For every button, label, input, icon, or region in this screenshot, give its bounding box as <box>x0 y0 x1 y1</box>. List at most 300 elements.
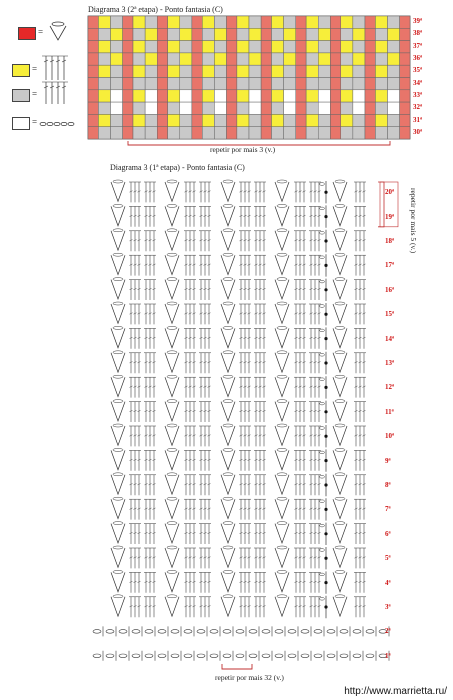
grid-cell <box>145 16 157 28</box>
grid-cell-red <box>261 28 271 40</box>
legend-equals: = <box>32 117 38 127</box>
chain-stitch-icon <box>249 654 257 658</box>
v-stitch-icon <box>275 524 289 543</box>
chain-arch-icon <box>113 448 123 451</box>
chain-arch-icon <box>277 278 287 281</box>
grid-cell <box>272 127 284 139</box>
grid-cell <box>306 127 318 139</box>
grid-cell <box>237 65 249 77</box>
grid-cell-red <box>226 16 236 28</box>
legend-chain-icon <box>47 122 53 125</box>
chain-stitch-icon <box>320 280 325 283</box>
chain-stitch-icon <box>132 630 140 634</box>
chain-arch-icon <box>277 253 287 256</box>
v-stitch-icon <box>333 597 347 616</box>
side-repeat-label: repetir por mais 5 (v.) <box>409 188 418 254</box>
grid-cell <box>180 65 192 77</box>
grid-cell <box>387 53 399 65</box>
chain-stitch-icon <box>145 654 153 658</box>
grid-cell <box>202 65 214 77</box>
v-stitch-icon <box>221 304 235 323</box>
slip-stitch-dot-icon <box>324 532 327 535</box>
grid-cell-red <box>157 127 167 139</box>
chain-arch-icon <box>335 229 345 232</box>
chain-arch-icon <box>113 424 123 427</box>
chain-stitch-icon <box>171 654 179 658</box>
grid-cell-red <box>365 90 375 102</box>
grid-cell-red <box>330 127 340 139</box>
grid-cell <box>98 90 110 102</box>
grid-cell <box>145 102 157 114</box>
top-row-number: 36ª <box>413 54 423 63</box>
grid-cell <box>249 41 261 53</box>
v-stitch-icon <box>333 402 347 421</box>
grid-cell <box>318 78 330 90</box>
watermark: http://www.marrietta.ru/ <box>344 686 447 697</box>
grid-cell <box>387 127 399 139</box>
grid-cell-red <box>365 114 375 126</box>
grid-cell <box>168 90 180 102</box>
chain-arch-icon <box>223 302 233 305</box>
grid-cell-red <box>88 90 98 102</box>
chain-arch-icon <box>277 522 287 525</box>
grid-cell <box>306 90 318 102</box>
chain-arch-icon <box>167 229 177 232</box>
grid-cell <box>284 65 296 77</box>
chain-stitch-icon <box>366 630 374 634</box>
top-row-number: 35ª <box>413 66 423 75</box>
grid-cell-red <box>261 78 271 90</box>
grid-cell <box>202 90 214 102</box>
grid-cell-red <box>400 16 410 28</box>
chain-stitch-icon <box>223 630 231 634</box>
chain-stitch-icon <box>236 630 244 634</box>
grid-cell-red <box>192 28 202 40</box>
grid-cell-red <box>400 65 410 77</box>
chain-stitch-icon <box>288 654 296 658</box>
grid-cell <box>249 127 261 139</box>
grid-cell-red <box>192 16 202 28</box>
grid-cell <box>353 28 365 40</box>
grid-cell <box>168 127 180 139</box>
v-stitch-icon <box>333 377 347 396</box>
chain-stitch-icon <box>106 630 114 634</box>
chain-stitch-icon <box>262 630 270 634</box>
v-stitch-icon <box>221 182 235 201</box>
grid-cell <box>168 102 180 114</box>
v-stitch-icon <box>221 255 235 274</box>
grid-cell <box>98 41 110 53</box>
chain-stitch-icon <box>184 630 192 634</box>
chain-arch-icon <box>167 497 177 500</box>
grid-cell-red <box>330 114 340 126</box>
v-stitch-icon <box>111 572 125 591</box>
chain-stitch-icon <box>314 654 322 658</box>
grid-cell-red <box>365 41 375 53</box>
top-diagram-title: Diagrama 3 (2ª etapa) - Ponto fantasia (C) <box>88 5 223 14</box>
grid-cell-red <box>226 90 236 102</box>
grid-cell <box>237 53 249 65</box>
grid-cell-red <box>123 102 133 114</box>
chain-arch-icon <box>223 522 233 525</box>
chain-arch-icon <box>113 473 123 476</box>
grid-cell <box>168 78 180 90</box>
v-stitch-icon <box>165 231 179 250</box>
grid-cell-red <box>400 90 410 102</box>
grid-cell <box>353 53 365 65</box>
chain-stitch-icon <box>353 654 361 658</box>
chain-arch-icon <box>167 302 177 305</box>
grid-cell <box>202 127 214 139</box>
chain-stitch-icon <box>320 573 325 576</box>
grid-cell <box>318 127 330 139</box>
chain-stitch-icon <box>327 654 335 658</box>
slip-stitch-dot-icon <box>324 191 327 194</box>
grid-cell-red <box>123 114 133 126</box>
top-row-number: 39ª <box>413 17 423 26</box>
bottom-row-number: 4ª <box>385 578 391 587</box>
chain-arch-icon <box>277 473 287 476</box>
grid-cell <box>318 90 330 102</box>
top-row-number: 30ª <box>413 127 423 136</box>
v-stitch-icon <box>333 426 347 445</box>
grid-cell <box>318 114 330 126</box>
grid-cell <box>387 41 399 53</box>
chain-arch-icon <box>277 204 287 207</box>
grid-cell-red <box>261 53 271 65</box>
grid-cell-red <box>296 41 306 53</box>
grid-cell <box>387 16 399 28</box>
v-stitch-icon <box>221 328 235 347</box>
grid-cell-red <box>330 102 340 114</box>
chain-arch-icon <box>223 570 233 573</box>
v-stitch-icon <box>333 475 347 494</box>
grid-cell-red <box>365 127 375 139</box>
chain-arch-icon <box>223 351 233 354</box>
grid-cell-red <box>296 127 306 139</box>
grid-cell-red <box>157 53 167 65</box>
chain-arch-icon <box>277 497 287 500</box>
chain-arch-icon <box>277 448 287 451</box>
grid-cell-red <box>365 65 375 77</box>
chain-arch-icon <box>223 375 233 378</box>
grid-cell-red <box>261 41 271 53</box>
grid-cell <box>387 28 399 40</box>
chain-stitch-icon <box>106 654 114 658</box>
bottom-repeat-label: repetir por mais 32 (v.) <box>215 673 284 682</box>
grid-cell-red <box>261 16 271 28</box>
grid-cell <box>133 16 145 28</box>
grid-cell-red <box>192 90 202 102</box>
top-row-number: 32ª <box>413 103 423 112</box>
v-stitch-icon <box>165 548 179 567</box>
chain-arch-icon <box>335 546 345 549</box>
bottom-row-number: 13ª <box>385 359 395 367</box>
grid-cell <box>249 65 261 77</box>
grid-cell-red <box>296 53 306 65</box>
bottom-repeat-bracket <box>222 664 252 669</box>
grid-cell <box>214 41 226 53</box>
grid-cell <box>145 114 157 126</box>
legend-equals: = <box>38 27 44 37</box>
grid-cell <box>341 102 353 114</box>
grid-cell <box>341 16 353 28</box>
grid-cell <box>133 114 145 126</box>
v-stitch-icon <box>165 328 179 347</box>
grid-cell-red <box>157 78 167 90</box>
grid-cell <box>133 41 145 53</box>
chain-stitch-icon <box>320 183 325 186</box>
chain-arch-icon <box>223 546 233 549</box>
chain-arch-icon <box>223 229 233 232</box>
grid-cell <box>237 78 249 90</box>
grid-cell <box>375 90 387 102</box>
grid-cell <box>214 90 226 102</box>
grid-cell <box>111 16 123 28</box>
chain-arch-icon <box>113 180 123 183</box>
v-stitch-icon <box>275 499 289 518</box>
chain-arch-icon <box>113 204 123 207</box>
chain-stitch-icon <box>320 329 325 332</box>
slip-stitch-dot-icon <box>324 288 327 291</box>
grid-cell <box>318 28 330 40</box>
grid-cell-red <box>88 127 98 139</box>
grid-cell <box>249 16 261 28</box>
bottom-diagram-title: Diagrama 3 (1ª etapa) - Ponto fantasia (C) <box>110 163 245 172</box>
grid-cell <box>375 41 387 53</box>
grid-cell-red <box>261 90 271 102</box>
v-stitch-icon <box>333 572 347 591</box>
v-stitch-icon <box>275 402 289 421</box>
grid-cell <box>341 114 353 126</box>
v-stitch-icon <box>333 182 347 201</box>
chain-arch-icon <box>223 448 233 451</box>
chain-arch-icon <box>167 253 177 256</box>
slip-stitch-dot-icon <box>324 337 327 340</box>
v-stitch-icon <box>111 475 125 494</box>
chain-arch-icon <box>335 448 345 451</box>
grid-cell <box>202 114 214 126</box>
slip-stitch-dot-icon <box>324 557 327 560</box>
v-stitch-icon <box>165 426 179 445</box>
v-stitch-icon <box>165 280 179 299</box>
grid-cell <box>341 65 353 77</box>
slip-stitch-dot-icon <box>324 361 327 364</box>
grid-cell <box>353 102 365 114</box>
grid-cell <box>98 28 110 40</box>
slip-stitch-dot-icon <box>324 459 327 462</box>
grid-cell <box>353 127 365 139</box>
grid-cell-red <box>296 28 306 40</box>
grid-cell-red <box>226 78 236 90</box>
grid-cell <box>133 65 145 77</box>
grid-cell <box>353 78 365 90</box>
grid-cell-red <box>296 114 306 126</box>
grid-cell-red <box>296 65 306 77</box>
v-stitch-icon <box>111 524 125 543</box>
grid-cell <box>306 28 318 40</box>
v-stitch-icon <box>333 206 347 225</box>
grid-cell <box>353 65 365 77</box>
grid-cell-red <box>226 102 236 114</box>
legend-chain-icon <box>68 122 74 125</box>
grid-cell <box>111 90 123 102</box>
chain-stitch-icon <box>320 598 325 601</box>
top-row-number: 33ª <box>413 90 423 99</box>
chain-arch-icon <box>223 473 233 476</box>
chain-arch-icon <box>335 595 345 598</box>
grid-cell-red <box>88 16 98 28</box>
chain-arch-icon <box>277 229 287 232</box>
chain-stitch-icon <box>340 654 348 658</box>
grid-cell <box>306 114 318 126</box>
grid-cell-red <box>157 65 167 77</box>
grid-cell <box>284 114 296 126</box>
top-row-number: 38ª <box>413 29 423 38</box>
v-stitch-icon <box>165 377 179 396</box>
chain-arch-icon <box>113 253 123 256</box>
grid-cell <box>111 102 123 114</box>
grid-cell <box>306 53 318 65</box>
chain-stitch-icon <box>320 549 325 552</box>
slip-stitch-dot-icon <box>324 508 327 511</box>
grid-cell <box>341 78 353 90</box>
v-stitch-icon <box>333 255 347 274</box>
v-stitch-icon <box>275 450 289 469</box>
bottom-row-number: 17ª <box>385 261 395 270</box>
grid-cell <box>168 53 180 65</box>
grid-cell-red <box>261 65 271 77</box>
grid-cell-red <box>123 127 133 139</box>
grid-cell-red <box>88 41 98 53</box>
chain-stitch-icon <box>119 630 127 634</box>
chain-stitch-icon <box>320 524 325 527</box>
chain-stitch-icon <box>184 654 192 658</box>
grid-cell-red <box>157 28 167 40</box>
grid-cell <box>111 78 123 90</box>
grid-cell <box>375 114 387 126</box>
grid-cell-red <box>192 78 202 90</box>
bottom-row-number: 10ª <box>385 432 395 441</box>
grid-cell-red <box>330 78 340 90</box>
grid-cell <box>98 65 110 77</box>
v-stitch-icon <box>333 499 347 518</box>
grid-cell <box>375 16 387 28</box>
v-stitch-icon <box>111 304 125 323</box>
chain-stitch-icon <box>262 654 270 658</box>
v-stitch-icon <box>165 572 179 591</box>
slip-stitch-dot-icon <box>324 605 327 608</box>
v-stitch-icon <box>221 597 235 616</box>
chain-arch-icon <box>167 448 177 451</box>
v-stitch-icon <box>275 572 289 591</box>
grid-cell-red <box>330 16 340 28</box>
grid-cell-red <box>226 53 236 65</box>
grid-cell <box>111 41 123 53</box>
grid-cell <box>202 78 214 90</box>
grid-cell <box>272 90 284 102</box>
chain-arch-icon <box>113 326 123 329</box>
v-stitch-icon <box>165 353 179 372</box>
chain-arch-icon <box>167 546 177 549</box>
grid-cell-red <box>123 16 133 28</box>
chain-arch-icon <box>335 204 345 207</box>
v-stitch-icon <box>165 524 179 543</box>
bottom-row-number: 8ª <box>385 481 391 489</box>
grid-cell <box>214 78 226 90</box>
chain-arch-icon <box>335 497 345 500</box>
v-stitch-icon <box>221 426 235 445</box>
legend-chain-icon <box>61 122 67 125</box>
v-stitch-icon <box>221 499 235 518</box>
chain-arch-icon <box>335 180 345 183</box>
grid-cell-red <box>261 102 271 114</box>
v-stitch-icon <box>111 280 125 299</box>
grid-cell-red <box>157 90 167 102</box>
chain-stitch-icon <box>197 654 205 658</box>
chain-arch-icon <box>167 522 177 525</box>
grid-cell <box>237 127 249 139</box>
grid-cell <box>341 41 353 53</box>
grid-cell <box>168 16 180 28</box>
grid-cell-red <box>330 90 340 102</box>
grid-cell <box>306 102 318 114</box>
chain-arch-icon <box>223 278 233 281</box>
chain-arch-icon <box>167 424 177 427</box>
grid-cell <box>387 65 399 77</box>
v-stitch-icon <box>221 475 235 494</box>
chain-arch-icon <box>335 278 345 281</box>
chain-stitch-icon <box>158 630 166 634</box>
grid-cell-red <box>226 28 236 40</box>
grid-cell <box>318 65 330 77</box>
grid-cell <box>284 16 296 28</box>
legend-chain-icon <box>52 22 64 26</box>
bottom-row-number: 18ª <box>385 237 395 245</box>
grid-cell-red <box>226 41 236 53</box>
grid-cell <box>272 102 284 114</box>
chain-arch-icon <box>335 522 345 525</box>
grid-cell-red <box>330 28 340 40</box>
grid-cell <box>284 90 296 102</box>
grid-cell <box>237 41 249 53</box>
chain-stitch-icon <box>320 402 325 405</box>
grid-cell <box>202 53 214 65</box>
slip-stitch-dot-icon <box>324 435 327 438</box>
side-repeat-bracket <box>378 182 384 227</box>
grid-cell <box>180 28 192 40</box>
grid-cell <box>133 28 145 40</box>
v-stitch-icon <box>221 450 235 469</box>
grid-cell <box>272 65 284 77</box>
grid-cell <box>180 78 192 90</box>
v-stitch-icon <box>221 572 235 591</box>
grid-cell <box>284 53 296 65</box>
v-stitch-icon <box>333 450 347 469</box>
grid-cell <box>145 28 157 40</box>
grid-cell <box>341 90 353 102</box>
grid-cell <box>375 53 387 65</box>
chain-arch-icon <box>113 278 123 281</box>
bottom-row-number: 9ª <box>385 456 391 465</box>
slip-stitch-dot-icon <box>324 239 327 242</box>
grid-cell <box>272 53 284 65</box>
v-stitch-icon <box>165 255 179 274</box>
chain-stitch-icon <box>171 630 179 634</box>
grid-cell <box>145 53 157 65</box>
v-stitch-icon <box>111 206 125 225</box>
grid-cell-red <box>192 102 202 114</box>
